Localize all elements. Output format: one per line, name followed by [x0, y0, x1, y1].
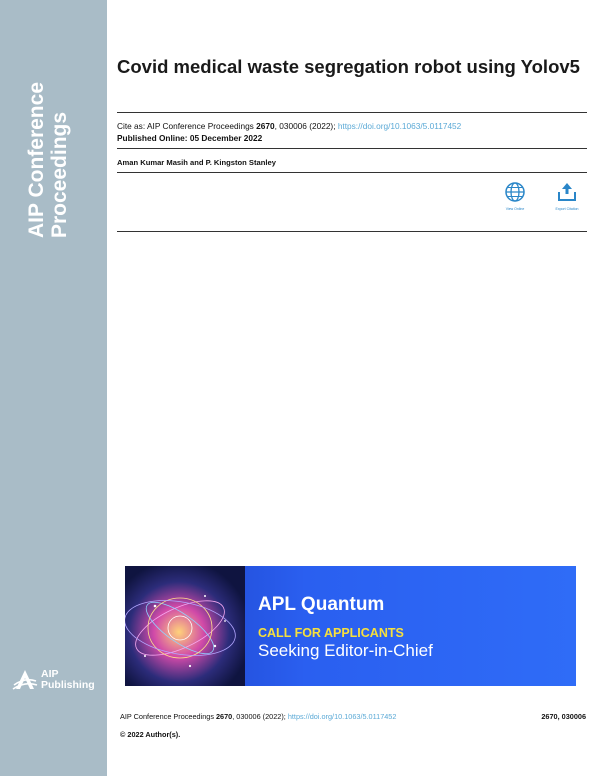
footer-citation [120, 712, 396, 721]
journal-name [25, 28, 71, 238]
footer-page-number: 2670, 030006 [541, 712, 586, 721]
citation-divider [117, 148, 587, 149]
citation-suffix: , 030006 (2022); [274, 121, 338, 131]
export-citation-label: Export Citation [555, 207, 579, 211]
journal-sidebar [0, 0, 107, 776]
view-online-label: View Online [505, 207, 525, 211]
ad-heading: APL Quantum [258, 594, 385, 615]
authors-divider [117, 172, 587, 173]
export-citation-icon [556, 181, 578, 203]
quantum-art-image [125, 566, 245, 686]
copyright-notice: © 2022 Author(s). [120, 730, 181, 739]
globe-icon [504, 181, 526, 203]
title-divider [117, 112, 587, 113]
footer-citation-volume: 2670 [216, 712, 233, 721]
journal-advertisement-banner[interactable] [125, 566, 576, 686]
header-bottom-divider [117, 231, 587, 232]
citation-line [117, 121, 461, 131]
footer-citation-suffix: , 030006 (2022); [232, 712, 288, 721]
ad-subheading: Seeking Editor-in-Chief [258, 641, 433, 660]
aip-logo-icon [12, 668, 38, 692]
author-list[interactable]: Aman Kumar Masih and P. Kingston Stanley [117, 158, 276, 167]
doi-link[interactable]: https://doi.org/10.1063/5.0117452 [337, 121, 462, 131]
footer-doi-link[interactable]: https://doi.org/10.1063/5.0117452 [287, 712, 397, 721]
footer-citation-prefix: AIP Conference Proceedings [120, 712, 216, 721]
article-title: Covid medical waste segregation robot using Yolov5 [117, 56, 580, 77]
publisher-logo[interactable] [12, 668, 95, 692]
ad-call-for-applicants: CALL FOR APPLICANTS [258, 626, 404, 640]
journal-name-line2: Proceedings [48, 111, 71, 238]
export-citation-button[interactable] [549, 181, 585, 211]
published-date: Published Online: 05 December 2022 [117, 133, 263, 143]
publisher-name-line1: AIP [41, 668, 59, 680]
journal-name-line1: AIP Conference [25, 82, 48, 238]
citation-prefix: Cite as: AIP Conference Proceedings [117, 121, 257, 131]
citation-volume: 2670 [256, 121, 275, 131]
view-online-button[interactable] [496, 181, 534, 211]
publisher-name-line2: Publishing [41, 679, 95, 691]
